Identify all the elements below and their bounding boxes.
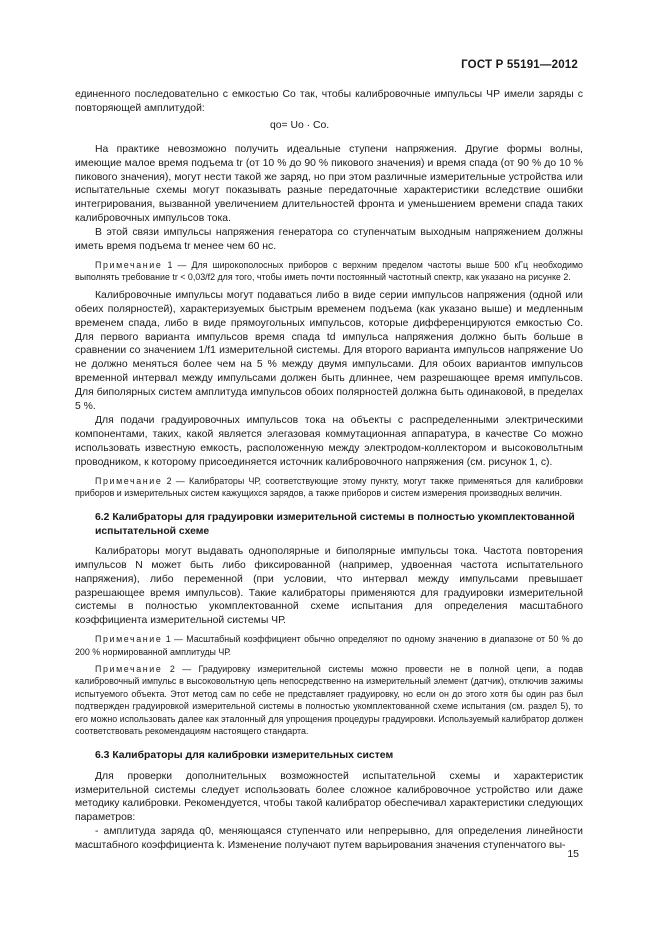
paragraph: Для подачи градуировочных импульсов тока на объекты с распределенными электрическими компонентами, таких, какой является элегазовая коммутационная аппаратура, в качестве Cо можно использовать известную емкость, расположенную между электродом-коллектором и высоковольтным проводником, к которому присоединяется источник калибровочного напряжения (см. рисунок 1, с).	[75, 414, 583, 468]
standard-designation: ГОСТ Р 55191—2012	[461, 59, 578, 71]
note-3	[75, 633, 583, 658]
paragraph: Для проверки дополнительных возможностей испытательной схемы и характеристик измерительной системы следует использовать более сложное калибровочное устройство или даже методику калибровки. Рекомендуется, чтобы такой калибратор обеспечивал характеристики следующих параметров:	[75, 770, 583, 824]
note-label: Примечание	[95, 259, 163, 270]
note-text: 1 — Для широкополосных приборов с верхним пределом частоты выше 500 кГц необходимо выполнять требование tr < 0,03/f2 для того, чтобы иметь почти постоянный частотный спектр, как указано на рисунке 2.	[75, 259, 583, 283]
page-number: 15	[567, 848, 579, 860]
paragraph: единенного последовательно с емкостью Cо так, чтобы калибровочные импульсы ЧР имели заряды с повторяющей амплитудой:	[75, 89, 583, 114]
note-text: 2 — Градуировку измерительной системы можно провести не в полной цепи, а подав калибровочный импульс в высоковольтную цепь непосредственно на измерительный элемент (датчик), отключив зажимы испытуемого объекта. Этот метод сам по себе не представляет градуировку, но если он до этого хотя бы один раз был подтвержден градуировкой измерительной системы в полностью укомплектованной схеме испытания (см. раздел 5), то его можно использовать далее как эталонный для упрощения процедуры градуировки. Используемый калибратор должен соответствовать рекомендациям настоящего стандарта.	[75, 664, 583, 737]
note-2	[75, 475, 583, 500]
charge-formula: qо= Uо · Cо.	[270, 119, 330, 131]
note-text: 1 — Масштабный коэффициент обычно определяют по одному значению в диапазоне от 50 % до 200 % нормированной амплитуды ЧР.	[75, 634, 583, 657]
section-heading-6-3: 6.3 Калибраторы для калибровки измерительных систем	[95, 750, 394, 762]
page-body	[75, 88, 583, 853]
paragraph: Калибраторы могут выдавать однополярные и биполярные импульсы тока. Частота повторения импульсов N может быть либо фиксированной (например, удвоенная частота испытательного напряжения), либо переменной (при условии, что интервал между импульсами превышает разрешающее время импульсов). Такие калибраторы применяются для градуировки измерительной системы в полностью укомплектованной схеме испытания для определения масштабного коэффициента измерительной системы ЧР.	[75, 545, 583, 627]
paragraph: - амплитуда заряда q0, меняющаяся ступенчато или непрерывно, для определения линейности масштабного коэффициента k. Изменение получают путем варьирования значения ступенчатого вы-	[75, 826, 583, 852]
paragraph: Калибровочные импульсы могут подаваться либо в виде серии импульсов напряжения (одной или обеих полярностей), характеризуемых быстрым временем подъема (как указано выше) и медленным временем спада, либо в виде прямоугольных импульсов, которые дифференцируются емкостью Cо. Для первого варианта импульсов время спада td импульса напряжения должно быть больше в сравнении со значением 1/f1 измерительной системы. Для второго варианта импульсов напряжение Uо не должно меняться более чем на 5 % между двумя импульсами. Для обоих вариантов импульсов временной интервал между импульсами должен быть длиннее, чем разрешающее время импульсов. Для биполярных систем амплитуда импульсов обоих полярностей должна быть одинаковой, в пределах 5 %.	[75, 289, 583, 413]
note-1	[75, 259, 583, 284]
note-label: Примечание	[95, 475, 163, 486]
paragraph: В этой связи импульсы напряжения генератора со ступенчатым выходным напряжением должны иметь время подъема tr менее чем 60 нс.	[75, 227, 583, 253]
note-label: Примечание	[95, 664, 163, 675]
paragraph: На практике невозможно получить идеальные ступени напряжения. Другие формы волны, имеющие малое время подъема tr (от 10 % до 90 % пикового значения) и время спада (от 90 % до 10 % пикового значения), могут нести такой же заряд, но при этом различные измерительные устройства или испытательные схемы могут показывать разные передаточные характеристики вследствие ошибки интегрирования, вызванной увеличением длительностей фронта и уменьшением времени спада таких калибровочных импульсов тока.	[75, 143, 583, 225]
section-heading-6-2: 6.2 Калибраторы для градуировки измерительной системы в полностью укомплектованной испытательной схеме	[95, 512, 575, 537]
note-text: 2 — Калибраторы ЧР, соответствующие этому пункту, могут также применяться для калибровки приборов и измерительных систем кажущихся зарядов, а также приборов и систем измерения производных величин.	[75, 475, 583, 498]
note-4	[75, 663, 583, 737]
note-label: Примечание	[95, 634, 163, 645]
